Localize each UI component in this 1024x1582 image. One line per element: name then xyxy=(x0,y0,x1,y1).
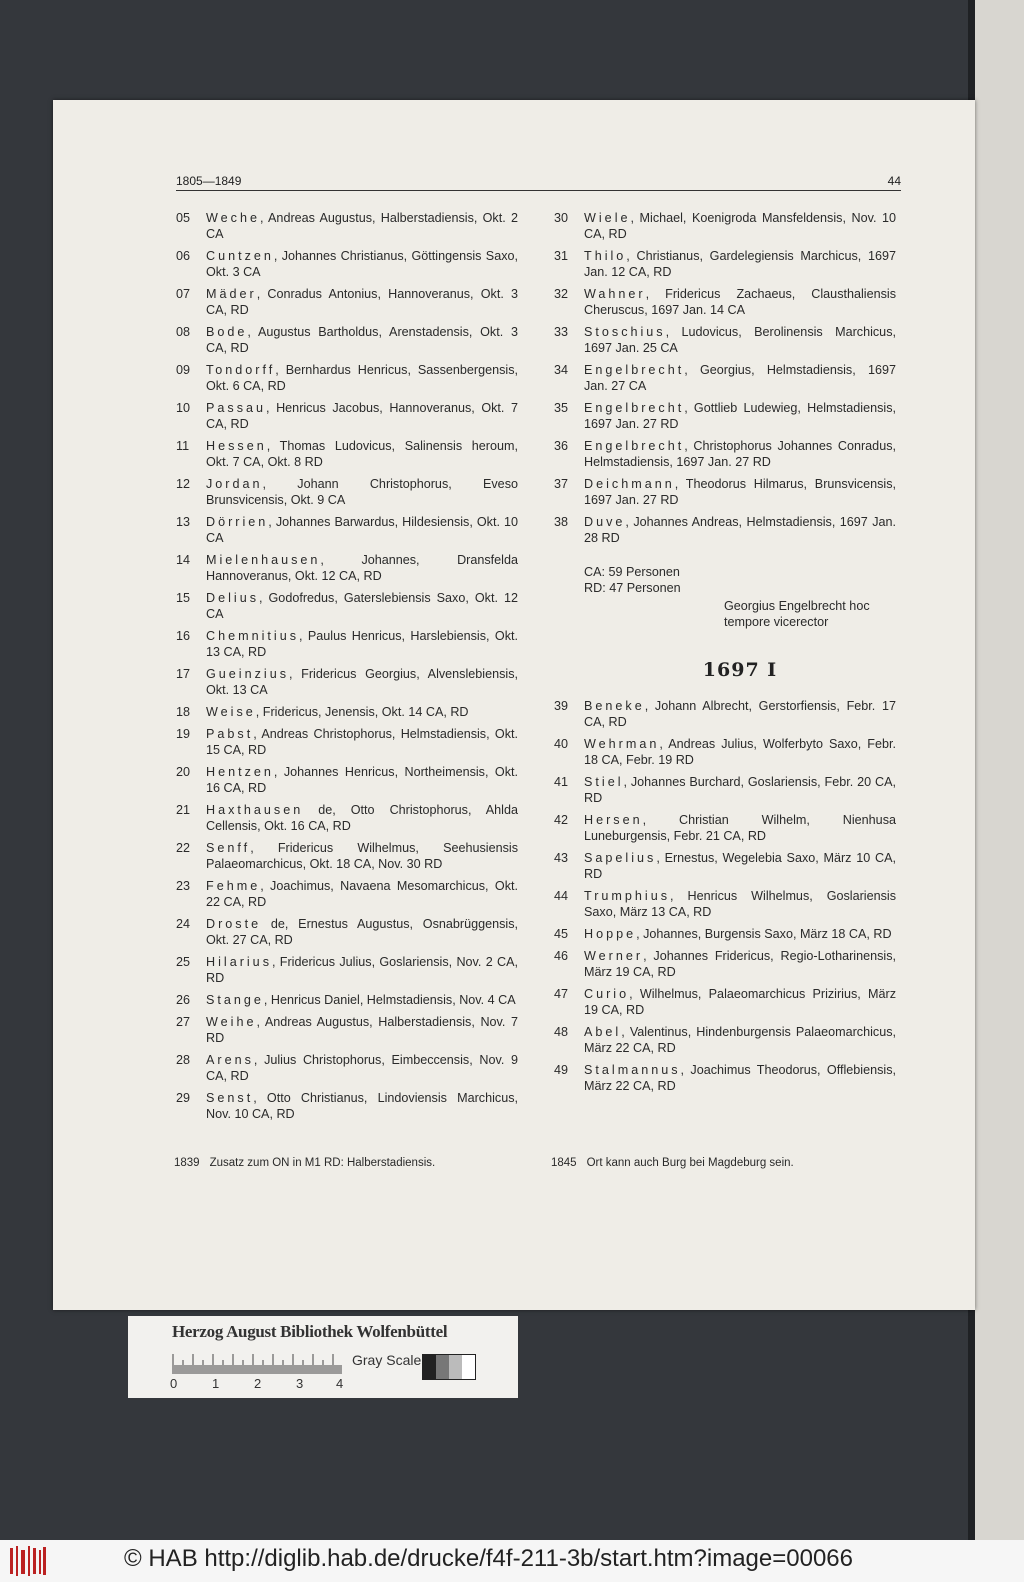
next-page-edge xyxy=(975,0,1024,1540)
register-entry xyxy=(176,726,518,758)
gray-scale-swatch xyxy=(422,1354,476,1380)
summary-ca: CA: 59 Personen xyxy=(584,565,680,579)
entry-number: 19 xyxy=(176,727,191,741)
register-entry xyxy=(176,916,518,948)
entry-details: , Joachimus Theodorus, Offlebiensis, März 22 CA, RD xyxy=(584,1063,896,1093)
entry-details: , Johannes Burchard, Goslariensis, Febr. 20 CA, RD xyxy=(584,775,896,805)
entry-number: 22 xyxy=(176,841,191,855)
register-entry xyxy=(176,840,518,872)
entry-number: 17 xyxy=(176,667,191,681)
entry-surname: Hessen xyxy=(206,439,267,453)
register-entry xyxy=(176,802,518,834)
register-entry xyxy=(176,476,518,508)
entry-surname: Weise xyxy=(206,705,256,719)
footer-bar xyxy=(0,1540,1024,1582)
entry-surname: Mielenhausen xyxy=(206,553,321,567)
register-entry xyxy=(554,888,896,920)
ruler-number: 4 xyxy=(336,1376,344,1391)
ruler-number: 1 xyxy=(212,1376,220,1391)
entry-number: 46 xyxy=(554,949,569,963)
register-entry xyxy=(554,210,896,242)
register-entry xyxy=(554,736,896,768)
entry-surname: Senff xyxy=(206,841,251,855)
footnote-left-text: Zusatz zum ON in M1 RD: Halberstadiensis. xyxy=(209,1157,436,1169)
register-entry xyxy=(176,878,518,910)
register-entry xyxy=(176,1052,518,1084)
entry-surname: Jordan xyxy=(206,477,263,491)
signer-line-2: tempore vicerector xyxy=(724,615,829,629)
entry-details: , Andreas Augustus, Halberstadiensis, Okt. 2 CA xyxy=(206,211,518,241)
register-entry xyxy=(554,698,896,730)
entry-surname: Haxthausen xyxy=(206,803,304,817)
entry-number: 12 xyxy=(176,477,191,491)
entry-number: 09 xyxy=(176,363,191,377)
entry-number: 33 xyxy=(554,325,569,339)
entry-details: , Fridericus Georgius, Alvenslebiensis, Okt. 13 CA xyxy=(206,667,518,697)
register-entry xyxy=(554,948,896,980)
entry-number: 26 xyxy=(176,993,191,1007)
entry-details: , Fridericus Zachaeus, Clausthaliensis Cheruscus, 1697 Jan. 14 CA xyxy=(584,287,896,317)
register-entry xyxy=(554,362,896,394)
entry-details: , Andreas Christophorus, Helmstadiensis, Okt. 15 CA, RD xyxy=(206,727,518,757)
register-entry xyxy=(554,774,896,806)
register-entry xyxy=(554,850,896,882)
entry-number: 29 xyxy=(176,1091,191,1105)
entry-details: , Augustus Bartholdus, Arenstadensis, Okt. 3 CA, RD xyxy=(206,325,518,355)
entry-surname: Cuntzen xyxy=(206,249,274,263)
entry-details: , Fridericus, Jenensis, Okt. 14 CA, RD xyxy=(255,705,469,719)
footnote-left-number: 1839 xyxy=(174,1157,200,1169)
entry-details: , Johannes, Burgensis Saxo, März 18 CA, RD xyxy=(636,927,892,941)
register-entry xyxy=(554,324,896,356)
entry-details: , Henricus Jacobus, Hannoveranus, Okt. 7 CA, RD xyxy=(206,401,518,431)
entry-details: , Johannes Andreas, Helmstadiensis, 1697 Jan. 28 RD xyxy=(584,515,896,545)
entry-details: , Gottlieb Ludewieg, Helmstadiensis, 1697 Jan. 27 RD xyxy=(584,401,896,431)
right-entries-1697 xyxy=(554,698,896,1094)
entry-number: 06 xyxy=(176,249,191,263)
register-entry xyxy=(176,514,518,546)
entry-surname: Duve xyxy=(584,515,626,529)
summary xyxy=(554,564,896,596)
entry-surname: Weche xyxy=(206,211,260,225)
register-entry xyxy=(176,1014,518,1046)
entry-surname: Droste xyxy=(206,917,262,931)
entry-number: 25 xyxy=(176,955,191,969)
entry-details: , Andreas Augustus, Halberstadiensis, Nov. 7 RD xyxy=(206,1015,518,1045)
entry-details: , Ludovicus, Berolinensis Marchicus, 1697 Jan. 25 CA xyxy=(584,325,896,355)
entry-number: 31 xyxy=(554,249,569,263)
entry-surname: Wehrman xyxy=(584,737,660,751)
entry-number: 42 xyxy=(554,813,569,827)
entry-details: , Paulus Henricus, Harslebiensis, Okt. 13 CA, RD xyxy=(206,629,518,659)
entry-details: , Andreas Julius, Wolferbyto Saxo, Febr. 18 CA, Febr. 19 RD xyxy=(584,737,896,767)
register-entry xyxy=(554,476,896,508)
entry-number: 40 xyxy=(554,737,569,751)
entry-surname: Stange xyxy=(206,993,264,1007)
entry-details: , Christian Wilhelm, Nienhusa Luneburgensis, Febr. 21 CA, RD xyxy=(584,813,896,843)
entry-details: , Christianus, Gardelegiensis Marchicus, 1697 Jan. 12 CA, RD xyxy=(584,249,896,279)
register-entry xyxy=(176,248,518,280)
entry-surname: Senst xyxy=(206,1091,254,1105)
entry-number: 18 xyxy=(176,705,191,719)
header-range: 1805—1849 xyxy=(176,174,242,188)
entry-details: , Fridericus Julius, Goslariensis, Nov. 2 CA, RD xyxy=(206,955,518,985)
register-entry xyxy=(554,438,896,470)
entry-number: 08 xyxy=(176,325,191,339)
entry-surname: Weihe xyxy=(206,1015,257,1029)
entry-number: 20 xyxy=(176,765,191,779)
entry-number: 37 xyxy=(554,477,569,491)
register-entry xyxy=(176,666,518,698)
entry-surname: Dörrien xyxy=(206,515,269,529)
entry-number: 15 xyxy=(176,591,191,605)
entry-number: 47 xyxy=(554,987,569,1001)
register-entry xyxy=(176,1090,518,1122)
entry-details: , Godofredus, Gaterslebiensis Saxo, Okt. 12 CA xyxy=(206,591,518,621)
entry-details: , Henricus Wilhelmus, Goslariensis Saxo, März 13 CA, RD xyxy=(584,889,896,919)
entry-details: , Henricus Daniel, Helmstadiensis, Nov. 4 CA xyxy=(263,993,516,1007)
entry-surname: Engelbrecht xyxy=(584,363,685,377)
entry-number: 07 xyxy=(176,287,191,301)
entry-details: , Theodorus Hilmarus, Brunsvicensis, 1697 Jan. 27 RD xyxy=(584,477,896,507)
hab-barcode-logo-icon xyxy=(8,1544,48,1578)
entry-details: , Johannes Christianus, Göttingensis Saxo, Okt. 3 CA xyxy=(206,249,518,279)
entry-number: 11 xyxy=(176,439,190,453)
entry-surname: Deichmann xyxy=(584,477,675,491)
gray-scale-label: Gray Scale xyxy=(352,1352,422,1368)
entry-details: , Thomas Ludovicus, Salinensis heroum, Okt. 7 CA, Okt. 8 RD xyxy=(206,439,518,469)
entry-surname: Passau xyxy=(206,401,267,415)
register-entry xyxy=(176,210,518,242)
footnote-right-text: Ort kann auch Burg bei Magdeburg sein. xyxy=(586,1157,794,1169)
entry-details: , Valentinus, Hindenburgensis Palaeomarchicus, März 22 CA, RD xyxy=(584,1025,896,1055)
entry-number: 21 xyxy=(176,803,191,817)
entry-surname: Engelbrecht xyxy=(584,401,685,415)
year-heading: 1697 I xyxy=(702,659,778,681)
color-calibration-card xyxy=(128,1316,518,1398)
entry-details: , Wilhelmus, Palaeomarchicus Prizirius, März 19 CA, RD xyxy=(584,987,896,1017)
register-entry xyxy=(554,926,896,942)
entry-surname: Wiele xyxy=(584,211,631,225)
entry-number: 16 xyxy=(176,629,191,643)
register-entry xyxy=(176,324,518,356)
register-entry xyxy=(176,362,518,394)
entry-details: , Georgius, Helmstadiensis, 1697 Jan. 27 CA xyxy=(584,363,896,393)
register-entry xyxy=(176,764,518,796)
entry-surname: Beneke xyxy=(584,699,645,713)
right-entries-1696 xyxy=(554,210,896,546)
entry-details: , Johannes Henricus, Northeimensis, Okt. 16 CA, RD xyxy=(206,765,518,795)
entry-number: 32 xyxy=(554,287,569,301)
entry-details: , Conradus Antonius, Hannoveranus, Okt. 3 CA, RD xyxy=(206,287,518,317)
entry-surname: Werner xyxy=(584,949,644,963)
entry-number: 14 xyxy=(176,553,191,567)
register-entry xyxy=(554,812,896,844)
entry-number: 30 xyxy=(554,211,569,225)
footnote-right xyxy=(551,1157,794,1169)
entry-number: 23 xyxy=(176,879,191,893)
entry-number: 27 xyxy=(176,1015,191,1029)
register-entry xyxy=(176,552,518,584)
register-entry xyxy=(176,954,518,986)
register-entry xyxy=(554,1024,896,1056)
entry-surname: Hersen xyxy=(584,813,643,827)
entry-details: , Ernestus, Wegelebia Saxo, März 10 CA, RD xyxy=(584,851,896,881)
register-entry xyxy=(176,590,518,622)
entry-number: 43 xyxy=(554,851,569,865)
register-entry xyxy=(176,704,518,720)
entry-surname: Curio xyxy=(584,987,630,1001)
entry-details: , Johannes, Dransfelda Hannoveranus, Okt. 12 CA, RD xyxy=(206,553,518,583)
entry-number: 05 xyxy=(176,211,191,225)
entry-details: , Fridericus Wilhelmus, Seehusiensis Palaeomarchicus, Okt. 18 CA, Nov. 30 RD xyxy=(206,841,518,871)
entry-details: , Johann Albrecht, Gerstorfiensis, Febr. 17 CA, RD xyxy=(584,699,896,729)
entry-surname: Trumphius xyxy=(584,889,671,903)
right-column xyxy=(554,210,896,1100)
entry-details: , Otto Christianus, Lindoviensis Marchicus, Nov. 10 CA, RD xyxy=(206,1091,518,1121)
entry-details: de, Ernestus Augustus, Osnabrüggensis, Okt. 27 CA, RD xyxy=(206,917,518,947)
register-entry xyxy=(554,1062,896,1094)
entry-details: , Johann Christophorus, Eveso Brunsvicensis, Okt. 9 CA xyxy=(206,477,518,507)
register-entry xyxy=(176,286,518,318)
signer-line-1: Georgius Engelbrecht hoc xyxy=(724,599,870,613)
entry-surname: Mäder xyxy=(206,287,257,301)
entry-details: , Christophorus Johannes Conradus, Helmstadiensis, 1697 Jan. 27 RD xyxy=(584,439,896,469)
register-entry xyxy=(554,400,896,432)
entry-surname: Hilarius xyxy=(206,955,272,969)
register-entry xyxy=(176,400,518,432)
left-column xyxy=(176,210,518,1128)
entry-surname: Stalmannus xyxy=(584,1063,681,1077)
copyright-url: © HAB http://diglib.hab.de/drucke/f4f-211-3b/start.htm?image=00066 xyxy=(124,1545,853,1572)
register-entry xyxy=(554,248,896,280)
entry-surname: Stoschius xyxy=(584,325,666,339)
register-entry xyxy=(176,992,518,1008)
entry-number: 10 xyxy=(176,401,191,415)
register-entry xyxy=(554,514,896,546)
entry-number: 38 xyxy=(554,515,569,529)
entry-surname: Arens xyxy=(206,1053,254,1067)
entry-surname: Abel xyxy=(584,1025,622,1039)
entry-surname: Engelbrecht xyxy=(584,439,685,453)
entry-surname: Thilo xyxy=(584,249,627,263)
ruler-number: 2 xyxy=(254,1376,262,1391)
entry-surname: Stiel xyxy=(584,775,624,789)
entry-surname: Delius xyxy=(206,591,259,605)
entry-number: 28 xyxy=(176,1053,191,1067)
entry-surname: Bode xyxy=(206,325,248,339)
entry-number: 45 xyxy=(554,927,569,941)
entry-details: , Michael, Koenigroda Mansfeldensis, Nov. 10 CA, RD xyxy=(584,211,896,241)
entry-number: 41 xyxy=(554,775,569,789)
entry-details: , Bernhardus Henricus, Sassenbergensis, Okt. 6 CA, RD xyxy=(206,363,518,393)
ruler-number: 0 xyxy=(170,1376,178,1391)
register-entry xyxy=(176,628,518,660)
entry-surname: Hoppe xyxy=(584,927,637,941)
entry-details: , Julius Christophorus, Eimbeccensis, Nov. 9 CA, RD xyxy=(206,1053,518,1083)
entry-details: , Joachimus, Navaena Mesomarchicus, Okt. 22 CA, RD xyxy=(206,879,518,909)
entry-number: 44 xyxy=(554,889,569,903)
entry-surname: Hentzen xyxy=(206,765,274,779)
library-name: Herzog August Bibliothek Wolfenbüttel xyxy=(172,1322,448,1341)
ruler-scale xyxy=(172,1352,344,1376)
entry-number: 13 xyxy=(176,515,191,529)
entry-surname: Chemnitius xyxy=(206,629,299,643)
page-header xyxy=(176,174,901,191)
entry-number: 34 xyxy=(554,363,569,377)
entry-details: de, Otto Christophorus, Ahlda Cellensis, Okt. 16 CA, RD xyxy=(206,803,518,833)
summary-rd: RD: 47 Personen xyxy=(584,581,681,595)
register-entry xyxy=(176,438,518,470)
entry-surname: Sapelius xyxy=(584,851,657,865)
entry-details: , Johannes Fridericus, Regio-Lotharinensis, März 19 CA, RD xyxy=(584,949,896,979)
entry-number: 49 xyxy=(554,1063,569,1077)
entry-number: 36 xyxy=(554,439,569,453)
footnote-right-number: 1845 xyxy=(551,1157,577,1169)
entry-details: , Johannes Barwardus, Hildesiensis, Okt. 10 CA xyxy=(206,515,518,545)
entry-surname: Wahner xyxy=(584,287,646,301)
entry-surname: Gueinzius xyxy=(206,667,290,681)
register-entry xyxy=(554,986,896,1018)
entry-surname: Pabst xyxy=(206,727,254,741)
entry-number: 39 xyxy=(554,699,569,713)
entry-surname: Fehme xyxy=(206,879,261,893)
footnote-left xyxy=(174,1157,435,1169)
entry-number: 48 xyxy=(554,1025,569,1039)
signer xyxy=(554,598,896,630)
entry-surname: Tondorff xyxy=(206,363,276,377)
entry-number: 24 xyxy=(176,917,191,931)
entry-number: 35 xyxy=(554,401,569,415)
register-entry xyxy=(554,286,896,318)
ruler-number: 3 xyxy=(296,1376,304,1391)
page-number: 44 xyxy=(887,174,901,188)
